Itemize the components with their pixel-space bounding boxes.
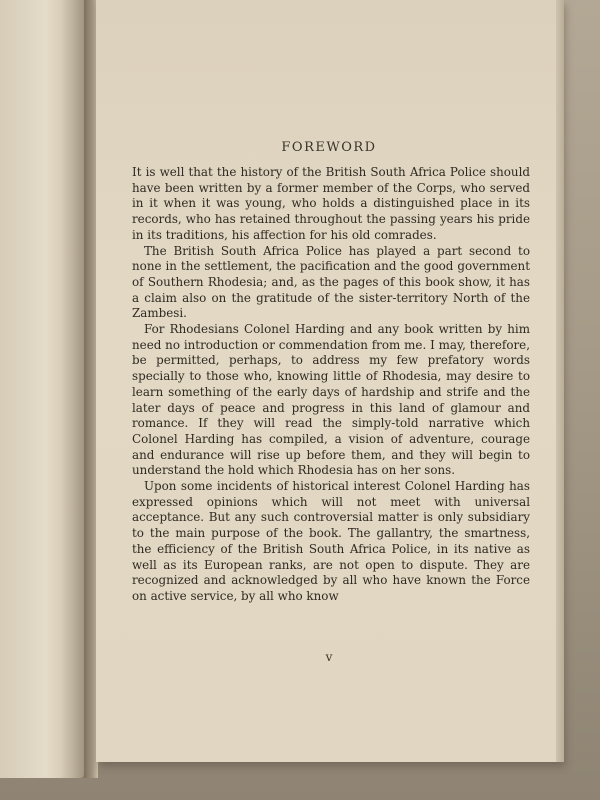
page-number: v bbox=[325, 650, 333, 664]
left-facing-page bbox=[0, 0, 84, 778]
left-page-shadow bbox=[60, 0, 84, 778]
paragraph-4: Upon some incidents of historical interest Colonel Harding has expressed opinions which will not meet with universal acceptance. But any such controversial matter is only subsidiary to the main purpose of the book. The gallantry, the smartness, the efficiency of the British South Africa Police, in its native as well as its European ranks, are not open to dispute. They are recognized and acknowledged by all who have known the Force on active service, by all who know bbox=[132, 479, 530, 603]
foreword-body bbox=[132, 165, 530, 605]
page-heading: FOREWORD bbox=[281, 140, 377, 155]
paragraph-2: The British South Africa Police has played a part second to none in the settlement, the pacification and the good government of Southern Rhodesia; and, as the pages of this book show, it has a claim also on the gratitude of the sister-territory North of the Zambesi. bbox=[132, 243, 530, 321]
paragraph-1: It is well that the history of the British South Africa Police should have been written by a former member of the Corps, who served in it when it was young, who holds a distinguished place in its records, who has retained throughout the passing years his pride in its traditions, his affection for his old comrades. bbox=[132, 165, 530, 242]
paragraph-3: For Rhodesians Colonel Harding and any book written by him need no introduction or commendation from me. I may, therefore, be permitted, perhaps, to address my few prefatory words specially to those who, knowing little of Rhodesia, may desire to learn something of the early days of hardship and strife and the later days of peace and progress in this land of glamour and romance. If they will read the simply-told narrative which Colonel Harding has compiled, a vision of adventure, courage and endurance will rise up before them, and they will begin to understand the hold which Rhodesia has on her sons. bbox=[132, 322, 530, 478]
page-edge bbox=[556, 0, 564, 762]
